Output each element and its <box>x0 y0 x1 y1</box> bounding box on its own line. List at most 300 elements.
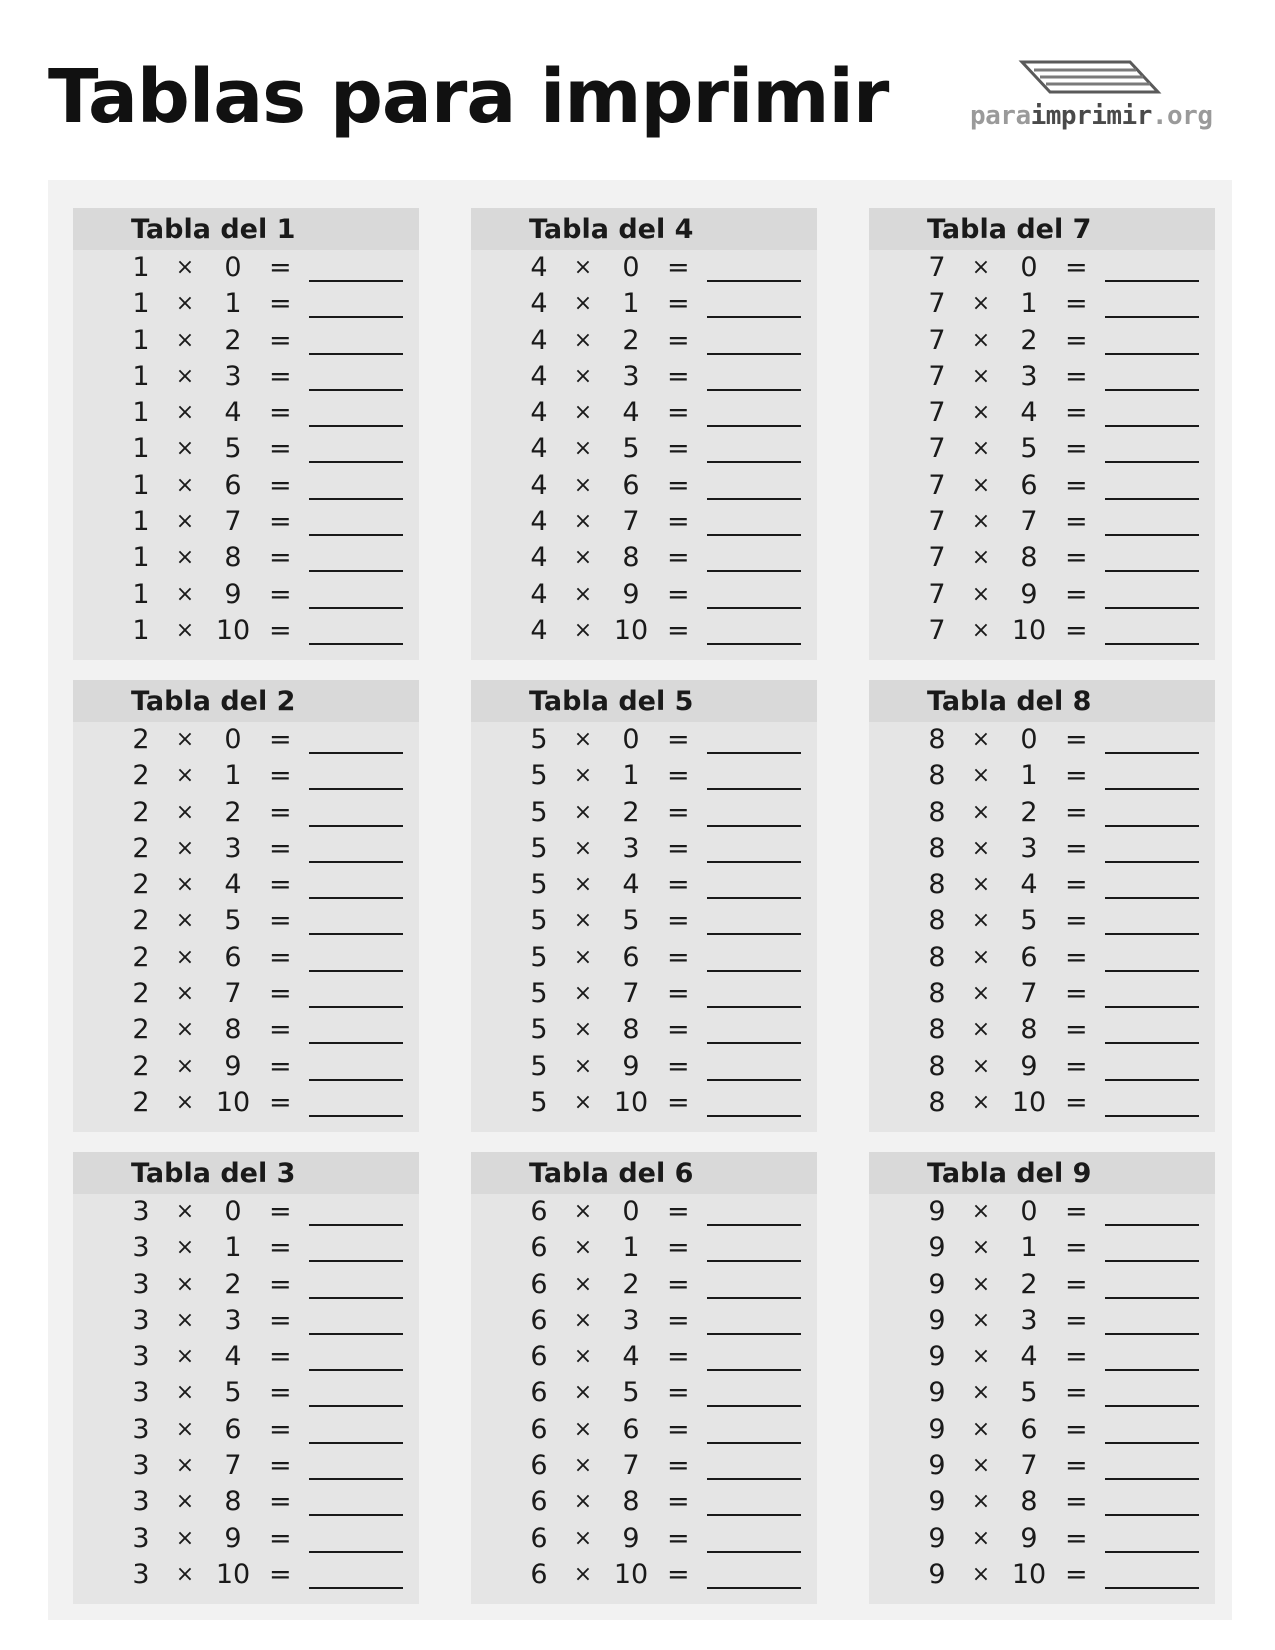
logo-text <box>970 101 1212 131</box>
answer-blank[interactable] <box>1105 316 1199 318</box>
answer-blank[interactable] <box>309 1587 403 1589</box>
times-sign: × <box>175 1307 195 1333</box>
answer-blank[interactable] <box>1105 752 1199 754</box>
table-row <box>471 1521 817 1557</box>
equals-sign: = <box>667 252 690 283</box>
answer-blank[interactable] <box>1105 280 1199 282</box>
answer-blank[interactable] <box>309 861 403 863</box>
table-row <box>869 250 1215 286</box>
answer-blank[interactable] <box>1105 1405 1199 1407</box>
times-sign: × <box>573 1199 593 1224</box>
answer-blank[interactable] <box>1105 534 1199 536</box>
equals-sign: = <box>269 1050 292 1082</box>
factor-multiplier: 7 <box>1020 1450 1038 1482</box>
factor-multiplier: 10 <box>613 1558 649 1590</box>
answer-blank[interactable] <box>309 1405 403 1407</box>
factor-multiplier: 4 <box>622 397 640 429</box>
factor-base: 3 <box>132 1450 150 1482</box>
answer-blank[interactable] <box>707 1260 801 1262</box>
table-row <box>73 867 419 903</box>
factor-multiplier: 8 <box>622 542 640 574</box>
factor-multiplier: 8 <box>224 1014 242 1046</box>
factor-base: 6 <box>530 1232 548 1264</box>
answer-blank[interactable] <box>1105 1042 1199 1044</box>
equals-sign: = <box>1065 724 1088 755</box>
answer-blank[interactable] <box>1105 970 1199 972</box>
answer-blank[interactable] <box>309 1224 403 1226</box>
equals-sign: = <box>269 1304 292 1336</box>
equals-sign: = <box>1065 1050 1088 1082</box>
answer-blank[interactable] <box>309 788 403 790</box>
factor-base: 3 <box>132 1486 150 1518</box>
answer-blank[interactable] <box>1105 461 1199 463</box>
answer-blank[interactable] <box>1105 1369 1199 1371</box>
factor-base: 3 <box>132 1232 150 1264</box>
table-row <box>73 323 419 359</box>
factor-multiplier: 1 <box>1020 1232 1038 1264</box>
equals-sign: = <box>667 1304 690 1336</box>
factor-base: 2 <box>132 941 150 973</box>
equals-sign: = <box>1065 978 1088 1010</box>
times-sign: × <box>971 1053 991 1079</box>
factor-multiplier: 5 <box>224 433 242 465</box>
answer-blank[interactable] <box>707 1079 801 1081</box>
answer-blank[interactable] <box>707 1587 801 1589</box>
times-sign: × <box>573 1561 593 1587</box>
factor-base: 1 <box>132 360 150 392</box>
answer-blank[interactable] <box>309 1333 403 1335</box>
answer-blank[interactable] <box>707 825 801 827</box>
table-row <box>73 359 419 395</box>
factor-multiplier: 5 <box>1020 1377 1038 1409</box>
answer-blank[interactable] <box>309 607 403 609</box>
table-title: Tabla del 6 <box>471 1152 817 1194</box>
table-row <box>869 431 1215 467</box>
answer-blank[interactable] <box>1105 1224 1199 1226</box>
times-sign: × <box>971 908 991 934</box>
table-row <box>73 903 419 939</box>
times-sign: × <box>573 1489 593 1515</box>
table-row <box>471 1049 817 1085</box>
answer-blank[interactable] <box>707 970 801 972</box>
equals-sign: = <box>1065 941 1088 973</box>
equals-sign: = <box>667 1377 690 1409</box>
times-sign: × <box>573 545 593 571</box>
table-row <box>73 1339 419 1375</box>
table-row <box>73 613 419 649</box>
answer-blank[interactable] <box>309 425 403 427</box>
answer-blank[interactable] <box>707 1042 801 1044</box>
table-row <box>73 250 419 286</box>
factor-base: 8 <box>928 905 946 937</box>
factor-base: 3 <box>132 1304 150 1336</box>
factor-multiplier: 0 <box>622 724 640 755</box>
answer-blank[interactable] <box>707 1551 801 1553</box>
table-row <box>869 1484 1215 1520</box>
factor-multiplier: 7 <box>1020 506 1038 538</box>
factor-base: 9 <box>928 1522 946 1554</box>
times-sign: × <box>175 981 195 1007</box>
factor-base: 1 <box>132 252 150 283</box>
answer-blank[interactable] <box>1105 1442 1199 1444</box>
factor-base: 8 <box>928 724 946 755</box>
table-row <box>869 1557 1215 1593</box>
equals-sign: = <box>269 1268 292 1300</box>
equals-sign: = <box>269 397 292 429</box>
factor-multiplier: 5 <box>622 1377 640 1409</box>
answer-blank[interactable] <box>707 316 801 318</box>
factor-multiplier: 4 <box>622 1341 640 1373</box>
times-sign: × <box>971 327 991 353</box>
answer-blank[interactable] <box>707 498 801 500</box>
answer-blank[interactable] <box>1105 607 1199 609</box>
factor-base: 7 <box>928 506 946 538</box>
equals-sign: = <box>1065 1341 1088 1373</box>
times-sign: × <box>175 872 195 898</box>
times-sign: × <box>175 763 195 789</box>
table-row <box>471 1194 817 1230</box>
table-row <box>73 722 419 758</box>
equals-sign: = <box>667 397 690 429</box>
answer-blank[interactable] <box>309 825 403 827</box>
equals-sign: = <box>667 1522 690 1554</box>
factor-multiplier: 9 <box>1020 1050 1038 1082</box>
factor-base: 5 <box>530 1050 548 1082</box>
times-sign: × <box>175 1199 195 1224</box>
equals-sign: = <box>1065 1232 1088 1264</box>
table-row <box>471 795 817 831</box>
factor-base: 8 <box>928 941 946 973</box>
factor-base: 5 <box>530 832 548 864</box>
answer-blank[interactable] <box>1105 570 1199 572</box>
factor-multiplier: 4 <box>224 397 242 429</box>
factor-multiplier: 8 <box>1020 1014 1038 1046</box>
factor-base: 4 <box>530 288 548 320</box>
answer-blank[interactable] <box>309 534 403 536</box>
answer-blank[interactable] <box>707 1478 801 1480</box>
multiplication-table <box>73 680 419 1132</box>
table-row <box>73 431 419 467</box>
factor-multiplier: 7 <box>224 978 242 1010</box>
factor-multiplier: 1 <box>1020 288 1038 320</box>
factor-multiplier: 10 <box>215 1558 251 1590</box>
factor-base: 4 <box>530 578 548 610</box>
table-row <box>869 976 1215 1012</box>
equals-sign: = <box>269 433 292 465</box>
factor-multiplier: 5 <box>622 433 640 465</box>
factor-multiplier: 6 <box>224 1413 242 1445</box>
answer-blank[interactable] <box>309 353 403 355</box>
answer-blank[interactable] <box>309 1369 403 1371</box>
factor-multiplier: 6 <box>224 469 242 501</box>
factor-base: 6 <box>530 1268 548 1300</box>
times-sign: × <box>971 291 991 317</box>
factor-base: 1 <box>132 578 150 610</box>
answer-blank[interactable] <box>707 280 801 282</box>
factor-base: 3 <box>132 1522 150 1554</box>
factor-base: 9 <box>928 1268 946 1300</box>
table-row <box>471 577 817 613</box>
logo-text-org: .org <box>1151 101 1213 131</box>
answer-blank[interactable] <box>1105 1006 1199 1008</box>
factor-multiplier: 5 <box>1020 905 1038 937</box>
answer-blank[interactable] <box>707 1369 801 1371</box>
equals-sign: = <box>269 978 292 1010</box>
factor-multiplier: 3 <box>224 1304 242 1336</box>
answer-blank[interactable] <box>309 1297 403 1299</box>
factor-multiplier: 7 <box>622 978 640 1010</box>
factor-multiplier: 8 <box>622 1486 640 1518</box>
table-title: Tabla del 3 <box>73 1152 419 1194</box>
table-row <box>471 1085 817 1121</box>
answer-blank[interactable] <box>707 1115 801 1117</box>
factor-base: 3 <box>132 1377 150 1409</box>
answer-blank[interactable] <box>1105 1551 1199 1553</box>
equals-sign: = <box>667 796 690 828</box>
factor-base: 3 <box>132 1413 150 1445</box>
factor-multiplier: 4 <box>1020 869 1038 901</box>
times-sign: × <box>573 1525 593 1551</box>
table-row <box>869 940 1215 976</box>
table-title: Tabla del 8 <box>869 680 1215 722</box>
answer-blank[interactable] <box>309 1079 403 1081</box>
answer-blank[interactable] <box>309 280 403 282</box>
factor-base: 8 <box>928 1086 946 1118</box>
answer-blank[interactable] <box>309 1006 403 1008</box>
answer-blank[interactable] <box>309 1115 403 1117</box>
answer-blank[interactable] <box>1105 425 1199 427</box>
equals-sign: = <box>269 941 292 973</box>
equals-sign: = <box>269 1413 292 1445</box>
table-row <box>869 867 1215 903</box>
answer-blank[interactable] <box>1105 861 1199 863</box>
answer-blank[interactable] <box>309 643 403 645</box>
times-sign: × <box>573 1453 593 1479</box>
equals-sign: = <box>667 1086 690 1118</box>
answer-blank[interactable] <box>309 1260 403 1262</box>
equals-sign: = <box>667 724 690 755</box>
table-row <box>73 1412 419 1448</box>
equals-sign: = <box>667 1196 690 1227</box>
factor-base: 2 <box>132 1014 150 1046</box>
table-row <box>73 1049 419 1085</box>
times-sign: × <box>175 545 195 571</box>
factor-multiplier: 0 <box>224 724 242 755</box>
factor-multiplier: 6 <box>224 941 242 973</box>
equals-sign: = <box>269 869 292 901</box>
factor-multiplier: 9 <box>1020 578 1038 610</box>
answer-blank[interactable] <box>309 1514 403 1516</box>
answer-blank[interactable] <box>707 897 801 899</box>
answer-blank[interactable] <box>1105 1297 1199 1299</box>
answer-blank[interactable] <box>1105 788 1199 790</box>
answer-blank[interactable] <box>309 897 403 899</box>
answer-blank[interactable] <box>707 425 801 427</box>
table-title: Tabla del 7 <box>869 208 1215 250</box>
table-row <box>471 613 817 649</box>
answer-blank[interactable] <box>707 933 801 935</box>
times-sign: × <box>971 617 991 643</box>
answer-blank[interactable] <box>1105 1260 1199 1262</box>
answer-blank[interactable] <box>309 1442 403 1444</box>
answer-blank[interactable] <box>309 970 403 972</box>
times-sign: × <box>573 981 593 1007</box>
times-sign: × <box>175 727 195 752</box>
factor-multiplier: 0 <box>622 1196 640 1227</box>
factor-base: 8 <box>928 1050 946 1082</box>
answer-blank[interactable] <box>1105 1079 1199 1081</box>
equals-sign: = <box>1065 760 1088 792</box>
answer-blank[interactable] <box>309 498 403 500</box>
times-sign: × <box>573 1307 593 1333</box>
answer-blank[interactable] <box>1105 643 1199 645</box>
answer-blank[interactable] <box>707 1514 801 1516</box>
answer-blank[interactable] <box>707 461 801 463</box>
table-title: Tabla del 5 <box>471 680 817 722</box>
times-sign: × <box>175 327 195 353</box>
answer-blank[interactable] <box>1105 1478 1199 1480</box>
answer-blank[interactable] <box>707 1405 801 1407</box>
equals-sign: = <box>1065 542 1088 574</box>
answer-blank[interactable] <box>309 389 403 391</box>
times-sign: × <box>573 872 593 898</box>
table-row <box>869 359 1215 395</box>
times-sign: × <box>573 1089 593 1115</box>
answer-blank[interactable] <box>707 1006 801 1008</box>
table-row <box>73 1012 419 1048</box>
equals-sign: = <box>667 905 690 937</box>
equals-sign: = <box>269 1086 292 1118</box>
answer-blank[interactable] <box>1105 389 1199 391</box>
answer-blank[interactable] <box>707 1224 801 1226</box>
factor-multiplier: 3 <box>622 1304 640 1336</box>
answer-blank[interactable] <box>707 752 801 754</box>
answer-blank[interactable] <box>707 389 801 391</box>
times-sign: × <box>971 1453 991 1479</box>
table-row <box>471 831 817 867</box>
equals-sign: = <box>1065 1014 1088 1046</box>
answer-blank[interactable] <box>1105 933 1199 935</box>
answer-blank[interactable] <box>309 752 403 754</box>
answer-blank[interactable] <box>1105 825 1199 827</box>
answer-blank[interactable] <box>707 1297 801 1299</box>
answer-blank[interactable] <box>707 643 801 645</box>
answer-blank[interactable] <box>309 1042 403 1044</box>
answer-blank[interactable] <box>309 933 403 935</box>
table-row <box>73 395 419 431</box>
factor-base: 4 <box>530 506 548 538</box>
equals-sign: = <box>1065 1486 1088 1518</box>
answer-blank[interactable] <box>309 1551 403 1553</box>
equals-sign: = <box>269 760 292 792</box>
answer-blank[interactable] <box>707 570 801 572</box>
table-row <box>869 468 1215 504</box>
answer-blank[interactable] <box>309 461 403 463</box>
factor-base: 2 <box>132 1050 150 1082</box>
equals-sign: = <box>667 1232 690 1264</box>
equals-sign: = <box>667 542 690 574</box>
answer-blank[interactable] <box>1105 1115 1199 1117</box>
answer-blank[interactable] <box>1105 897 1199 899</box>
times-sign: × <box>971 981 991 1007</box>
factor-base: 8 <box>928 978 946 1010</box>
answer-blank[interactable] <box>1105 353 1199 355</box>
answer-blank[interactable] <box>309 570 403 572</box>
answer-blank[interactable] <box>1105 1333 1199 1335</box>
table-row <box>471 1375 817 1411</box>
factor-base: 6 <box>530 1413 548 1445</box>
factor-base: 8 <box>928 796 946 828</box>
table-row <box>869 831 1215 867</box>
table-row <box>73 504 419 540</box>
answer-blank[interactable] <box>707 353 801 355</box>
table-row <box>73 1557 419 1593</box>
times-sign: × <box>573 799 593 825</box>
times-sign: × <box>573 1271 593 1297</box>
equals-sign: = <box>269 542 292 574</box>
factor-multiplier: 4 <box>224 869 242 901</box>
answer-blank[interactable] <box>1105 498 1199 500</box>
answer-blank[interactable] <box>309 1478 403 1480</box>
factor-multiplier: 5 <box>1020 433 1038 465</box>
table-row <box>869 795 1215 831</box>
times-sign: × <box>971 1199 991 1224</box>
site-logo[interactable] <box>970 58 1230 140</box>
table-row <box>73 1521 419 1557</box>
answer-blank[interactable] <box>309 316 403 318</box>
times-sign: × <box>175 1017 195 1043</box>
equals-sign: = <box>667 469 690 501</box>
times-sign: × <box>573 1053 593 1079</box>
factor-multiplier: 9 <box>224 578 242 610</box>
factor-base: 6 <box>530 1486 548 1518</box>
times-sign: × <box>175 581 195 607</box>
times-sign: × <box>175 509 195 535</box>
equals-sign: = <box>667 324 690 356</box>
times-sign: × <box>971 1416 991 1442</box>
answer-blank[interactable] <box>1105 1514 1199 1516</box>
times-sign: × <box>175 835 195 861</box>
answer-blank[interactable] <box>707 788 801 790</box>
answer-blank[interactable] <box>1105 1587 1199 1589</box>
times-sign: × <box>175 1089 195 1115</box>
factor-multiplier: 3 <box>1020 360 1038 392</box>
factor-multiplier: 1 <box>622 760 640 792</box>
times-sign: × <box>573 1344 593 1370</box>
table-row <box>869 613 1215 649</box>
factor-base: 6 <box>530 1196 548 1227</box>
times-sign: × <box>971 472 991 498</box>
answer-blank[interactable] <box>707 534 801 536</box>
factor-base: 5 <box>530 796 548 828</box>
table-row <box>869 1230 1215 1266</box>
equals-sign: = <box>269 1196 292 1227</box>
times-sign: × <box>971 255 991 280</box>
answer-blank[interactable] <box>707 607 801 609</box>
times-sign: × <box>971 545 991 571</box>
factor-multiplier: 6 <box>1020 469 1038 501</box>
factor-base: 8 <box>928 832 946 864</box>
factor-multiplier: 9 <box>622 1050 640 1082</box>
times-sign: × <box>971 436 991 462</box>
times-sign: × <box>175 472 195 498</box>
equals-sign: = <box>1065 324 1088 356</box>
factor-base: 6 <box>530 1377 548 1409</box>
answer-blank[interactable] <box>707 1442 801 1444</box>
times-sign: × <box>971 872 991 898</box>
answer-blank[interactable] <box>707 1333 801 1335</box>
answer-blank[interactable] <box>707 861 801 863</box>
